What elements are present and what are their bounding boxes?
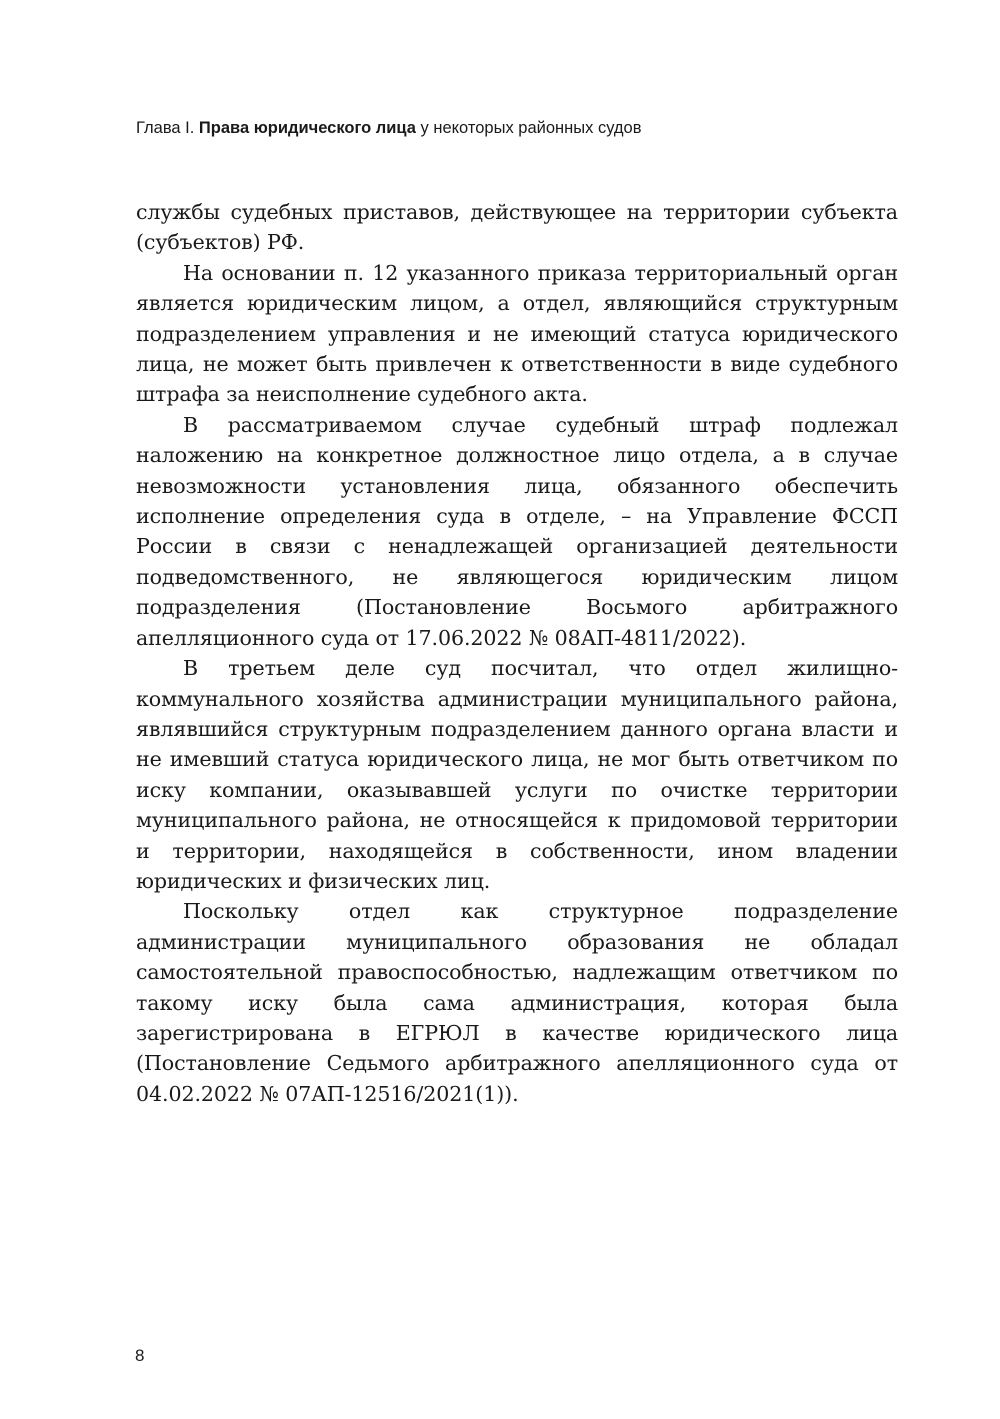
paragraph: В рассматриваемом случае судебный штраф подлежал наложению на конкретное должностное лицо отдела, а в случае невозможности установления лица, обязанного обеспечить исполнение определения суда в отделе, – на Управление ФССП России в связи с ненадлежащей организацией деятельности подведомственного, не являющегося юридическим лицом подразделения (Постановление Восьмого арбитражного апелляционного суда от 17.06.2022 № 08АП-4811/2022). [136, 412, 898, 650]
header-title-rest: у некоторых районных судов [415, 119, 642, 137]
page-number: 8 [135, 1346, 145, 1365]
running-header [136, 118, 641, 138]
paragraph: В третьем деле суд посчитал, что отдел жилищно-коммунального хозяйства администрации муниципального района, являвшийся структурным подразделением данного органа власти и не имевший статуса юридического лица, не мог быть ответчиком по иску компании, оказывавшей услуги по очистке территории муниципального района, не относящейся к придомовой территории и территории, находящейся в собственности, ином владении юридических и физических лиц. [136, 656, 898, 893]
paragraph-continuation: службы судебных приставов, действующее на территории субъекта (субъектов) РФ. [136, 200, 898, 255]
header-chapter: Глава I. [136, 119, 199, 137]
header-title-bold: Права юридического лица [198, 119, 416, 137]
paragraph: На основании п. 12 указанного приказа территориальный орган является юридическим лицом, а отдел, являющийся структурным подразделением управления и не имеющий статуса юридического лица, не может быть привлечен к ответственности в виде судебного штрафа за неисполнение судебного акта. [136, 260, 898, 407]
paragraph: Поскольку отдел как структурное подразделение администрации муниципального образования не обладал самостоятельной правоспособностью, надлежащим ответчиком по такому иску была сама администрация, которая была зарегистрирована в ЕГРЮЛ в качестве юридического лица (Постановление Седьмого арбитражного апелляционного суда от 04.02.2022 № 07АП-12516/2021(1)). [136, 899, 898, 1106]
body-text [136, 197, 898, 1109]
